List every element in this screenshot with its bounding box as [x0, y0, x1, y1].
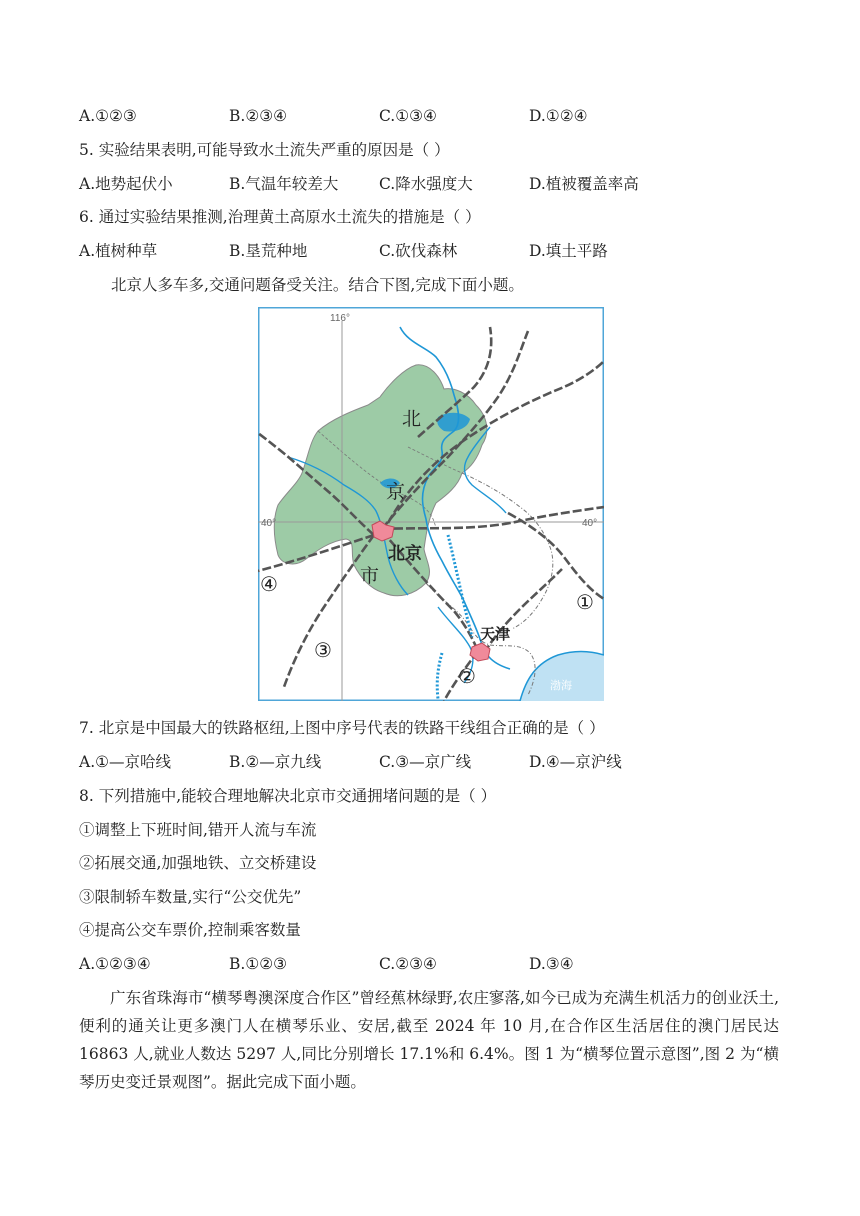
q5-stem: 5. 实验结果表明,可能导致水土流失严重的原因是（ ）: [79, 141, 450, 159]
q4-option-b: B.②③④: [229, 107, 288, 125]
q8-option-a: A.①②③④: [79, 955, 151, 973]
q8-option-b: B.①②③: [229, 955, 288, 973]
q8-item-2: ②拓展交通,加强地铁、立交桥建设: [79, 854, 317, 872]
latitude-label-right: 40°: [582, 518, 598, 529]
q6-option-b: B.垦荒种地: [229, 242, 308, 260]
longitude-label: 116°: [330, 313, 350, 324]
q6-option-c: C.砍伐森林: [379, 242, 458, 260]
railway-marker-3: ③: [314, 638, 332, 662]
q8-item-4: ④提高公交车票价,控制乘客数量: [79, 921, 301, 939]
q4-option-d: D.①②④: [529, 107, 588, 125]
q7-stem: 7. 北京是中国最大的铁路枢纽,上图中序号代表的铁路干线组合正确的是（ ）: [79, 719, 605, 737]
q7-option-c: C.③—京广线: [379, 753, 472, 771]
city-label-beijing: 北京: [388, 544, 422, 564]
q8-stem: 8. 下列措施中,能较合理地解决北京市交通拥堵问题的是（ ）: [79, 787, 497, 805]
q8-option-d: D.③④: [529, 955, 574, 973]
q6-option-d: D.填土平路: [529, 242, 608, 260]
q7-option-d: D.④—京沪线: [529, 753, 622, 771]
region-label-bei: 北: [402, 408, 422, 430]
intro-beijing: 北京人多车多,交通问题备受关注。结合下图,完成下面小题。: [111, 276, 524, 294]
intro-hengqin: 广东省珠海市“横琴粤澳深度合作区”曾经蕉林绿野,农庄寥落,如今已成为充满生机活力的创业沃土,便利的通关让更多澳门人在横琴乐业、安居,截至 2024 年 10 月,在合作区生活居住的澳门居民达 16863 人,就业人数达 5297 人,同比分别增长 17.1%和 6.4%。图 1 为“横琴位置示意图”,图 2 为“横琴历史变迁景观图”。据此完成下面小题。: [79, 989, 779, 1091]
q8-item-3: ③限制轿车数量,实行“公交优先”: [79, 888, 302, 906]
q5-option-a: A.地势起伏小: [79, 175, 173, 193]
q4-option-c: C.①③④: [379, 107, 437, 125]
region-label-jing: 京: [386, 481, 406, 503]
q6-stem: 6. 通过实验结果推测,治理黄土高原水土流失的措施是（ ）: [79, 208, 481, 226]
city-label-tianjin: 天津: [480, 625, 511, 643]
railway-marker-4: ④: [260, 572, 278, 596]
q7-option-b: B.②—京九线: [229, 753, 322, 771]
railway-marker-1: ①: [576, 590, 594, 614]
q5-option-c: C.降水强度大: [379, 175, 473, 193]
q8-option-c: C.②③④: [379, 955, 437, 973]
latitude-label-left: 40°: [261, 518, 277, 529]
q4-option-a: A.①②③: [79, 107, 137, 125]
sea-label: 渤海: [550, 679, 572, 692]
q6-option-a: A.植树种草: [79, 242, 158, 260]
region-label-shi: 市: [360, 565, 380, 587]
q8-item-1: ①调整上下班时间,错开人流与车流: [79, 821, 317, 839]
q7-option-a: A.①—京哈线: [79, 753, 172, 771]
railway-marker-2: ②: [458, 664, 476, 688]
q5-option-b: B.气温年较差大: [229, 175, 339, 193]
q5-option-d: D.植被覆盖率高: [529, 175, 639, 193]
beijing-railway-map: [258, 307, 604, 701]
